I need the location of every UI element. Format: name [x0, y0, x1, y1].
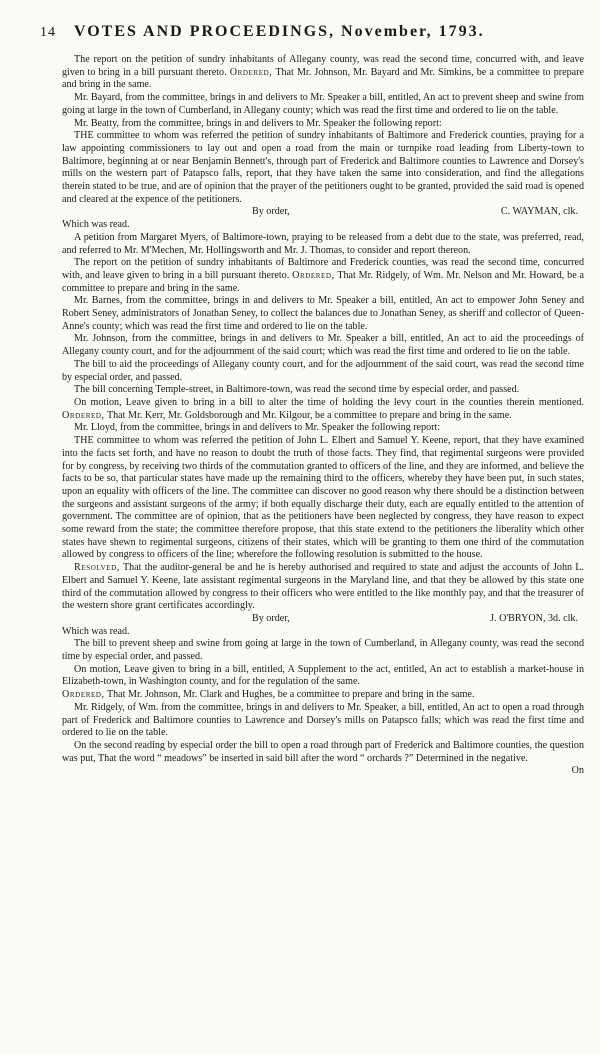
clerk-signature: J. O'BRYON, 3d. clk. [490, 612, 578, 624]
paragraph: Mr. Bayard, from the committee, brings in and delivers to Mr. Speaker a bill, entitled, An act to prevent sheep and swine from going at large in the town of Cumberland, in Allegany county; which was read the first time and ordered to lie on the table. [62, 92, 584, 116]
resolution: Resolved, That the auditor-general be and he is hereby authorised and required to state and adjust the accounts of John L. Elbert and Samuel Y. Keene, late assistant regimental surgeons in the Maryland line, and that they be allowed by this state one third of the commutation allowed by congress to their officers who were entitled to the like monthly pay, and that the treasurer of the western shore grant certificates accordingly. [62, 562, 584, 612]
ordered-label: Ordered, [292, 269, 335, 281]
paragraph: Mr. Lloyd, from the committee, brings in and delivers to Mr. Speaker the following report: [74, 422, 441, 434]
running-head: VOTES AND PROCEEDINGS, November, 1793. [74, 23, 485, 40]
paragraph: On the second reading by especial order the bill to open a road through part of Frederick and Baltimore counties, the question was put, That the word “ meadows” be inserted in said bill after the word “ orchards ?” Determined in the negative. [62, 739, 584, 764]
ordered-label: Ordered, [62, 409, 105, 421]
signature-line [62, 206, 584, 219]
paragraph: The bill concerning Temple-street, in Baltimore-town, was read the second time by especial order, and passed. [74, 384, 520, 396]
paragraph: On motion, Leave given to bring in a bill to alter the time of holding the levy court in the counties therein mentioned. Ordered, That Mr. Kerr, Mr. Goldsborough and Mr. Kilgour, be a committee to prepare and bring in the same. [62, 396, 584, 421]
page-body [62, 54, 584, 778]
page-number: 14 [40, 25, 56, 40]
which-was-read: Which was read. [62, 219, 130, 231]
paragraph: Mr. Barnes, from the committee, brings in and delivers to Mr. Speaker a bill, entitled, An act to empower John Seney and Robert Seney, administrators of Jonathan Seney, to collect the balances due to Jonathan Seney, as sheriff and collector of Queen-Anne's county; which was read the first time and ordered to lie on the table. [62, 295, 584, 332]
paragraph: On motion, Leave given to bring in a bill, entitled, A Supplement to the act, entitled, An act to establish a market-house in Elizabeth-town, in Washington county, and for the regulation of the same. [62, 663, 584, 688]
paragraph: Mr. Beatty, from the committee, brings in and delivers to Mr. Speaker the following report: [74, 117, 442, 129]
paragraph: The bill to aid the proceedings of Allegany county court, and for the adjournment of the said court, was read the second time by especial order, and passed. [62, 358, 584, 383]
paragraph: Ordered, That Mr. Johnson, Mr. Clark and Hughes, be a committee to prepare and bring in the same. [62, 689, 475, 701]
paragraph: The bill to prevent sheep and swine from going at large in the town of Cumberland, in Allegany county, was read the second time by especial order, and passed. [62, 638, 584, 663]
paragraph: The report on the petition of sundry inhabitants of Allegany county, was read the second time, concurred with, and leave given to bring in a bill pursuant thereto. Ordered, That Mr. Johnson, Mr. Bayard and Mr. Simkins, be a committee to prepare and bring in the same. [62, 54, 584, 91]
signature-line [62, 613, 584, 626]
committee-report: THE committee to whom was referred the petition of John L. Elbert and Samuel Y. Keene, report, that they have examined into the facts set forth, and have no reason to doubt the truth of those facts. They find, that regimental surgeons were provided for by congress, by receiving two thirds of the commutation granted to officers of the line, and they are informed, and believe the facts to be so, that particular states have made up the remaining third to the officers, whereby they have been put, in such states, upon an equality with officers of the line. The committee can discover no good reason why there should be a distinction between the surgeons and assistant surgeons of the army; if both equally discharge their duty, each are equally entitled to the attention of government. The committee are of opinion, that as the petitioners have been neglected by congress, they have reason to expect some reward from the state; the committee therefore propose, that this state extend to the petitioners the liberality which other states have shewn to regimental surgeons, citizens of their states, which will be granting to them one third of the commutation allowed by congress to officers of the line; wherefore the following resolution is submitted to the house. [62, 435, 585, 561]
paragraph: Mr. Johnson, from the committee, brings in and delivers to Mr. Speaker a bill, entitled, An act to aid the proceedings of Allegany county court, and for the adjournment of the said court; which was read the first time and ordered to lie on the table. [62, 333, 584, 358]
by-order-label: By order, [252, 612, 290, 624]
paragraph: The report on the petition of sundry inhabitants of Baltimore and Frederick counties, was read the second time, concurred with, and leave given to bring in a bill pursuant thereto. Ordered, That Mr. Ridgely, of Wm. Mr. Nelson and Mr. Howard, be a committee to prepare and bring in the same. [62, 257, 584, 294]
ordered-label: Ordered, [62, 689, 105, 701]
page-header [40, 23, 560, 48]
resolved-label: Resolved, [74, 562, 120, 574]
committee-report: THE committee to whom was referred the petition of sundry inhabitants of Baltimore and Frederick counties, praying for a law appointing commissioners to lay out and open a road from the main or turnpike road leading from Liberty-town to Baltimore, beginning at or near Benjamin Bennett's, through part of Frederick and Baltimore counties to Lawrence and Dorsey's mills on the western part of Patapsco falls, report, that they have taken the same into consideration, and find the allegations therein stated to be true, and are of opinion that the prayer of the petitioners ought to be granted, provided the said road is opened and cleared at the expence of the petitioners. [62, 130, 584, 205]
catchword: On [571, 765, 584, 777]
by-order-label: By order, [252, 206, 290, 218]
which-was-read: Which was read. [62, 625, 130, 637]
clerk-signature: C. WAYMAN, clk. [500, 206, 578, 218]
ordered-label: Ordered, [229, 66, 273, 78]
paragraph: Mr. Ridgely, of Wm. from the committee, brings in and delivers to Mr. Speaker, a bill, entitled, An act to open a road through part of Frederick and Baltimore counties to Lawrence and Dorsey's mills on Patapsco falls; which was read the first time and ordered to lie on the table. [62, 701, 584, 739]
paragraph: A petition from Margaret Myers, of Baltimore-town, praying to be released from a debt due to the state, was preferred, read, and referred to Mr. M'Mechen, Mr. Hollingsworth and Mr. J. Thomas, to consider and report thereon. [62, 231, 584, 256]
